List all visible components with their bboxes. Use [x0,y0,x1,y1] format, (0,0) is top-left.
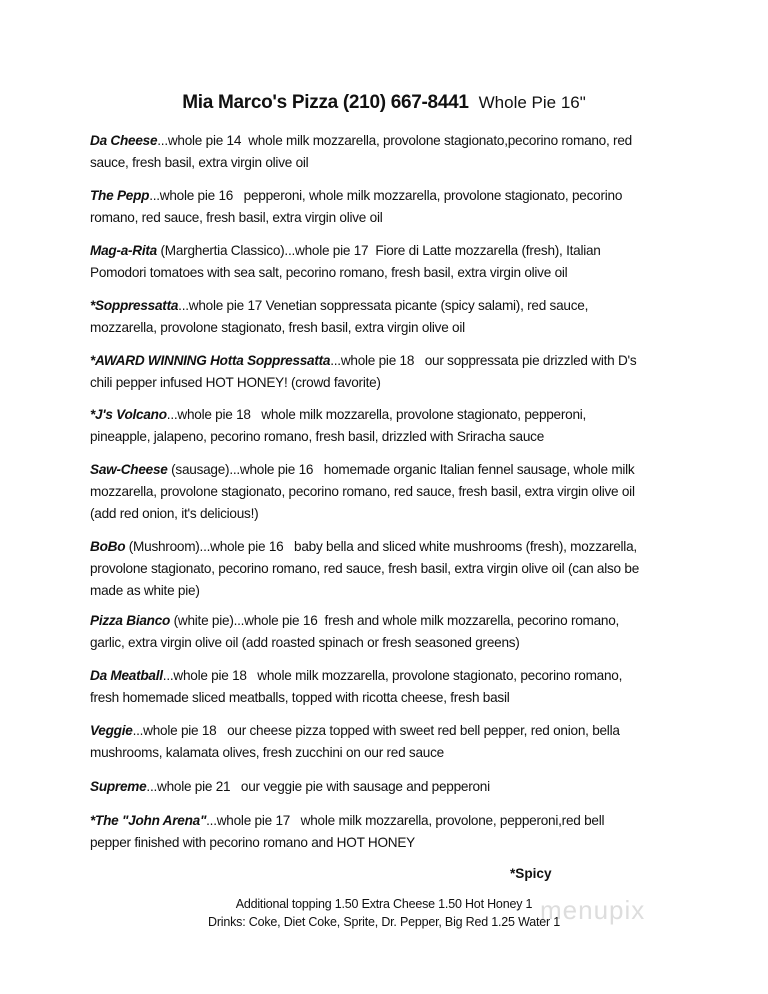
menu-item-description: Pomodori tomatoes with sea salt, pecorino romano, fresh basil, extra virgin olive oil [90,265,568,280]
menu-item-name: Da Cheese [90,133,158,148]
menu-item [90,404,586,448]
menu-item [90,240,601,284]
menu-item [90,295,588,339]
menu-item [90,720,620,764]
menu-item-description: (sausage)...whole pie 16 homemade organic Italian fennel sausage, whole milk [167,462,635,477]
menu-item-line [90,295,588,317]
menu-item [90,350,636,394]
size-note: Whole Pie 16" [478,93,586,112]
menu-item-name: Saw-Cheese [90,462,168,477]
menu-item [90,536,639,602]
menu-item-description: mushrooms, kalamata olives, fresh zucchini on our red sauce [90,745,444,760]
menu-item-description: fresh homemade sliced meatballs, topped with ricotta cheese, fresh basil [90,690,510,705]
menu-item-line [90,185,622,207]
menu-item-description: garlic, extra virgin olive oil (add roasted spinach or fresh seasoned greens) [90,635,520,650]
menu-item-name: Mag-a-Rita [90,243,157,258]
menu-title [0,92,768,114]
menu-item-name: BoBo [90,539,126,554]
watermark-logo: menupix [540,895,646,925]
menu-item-description: ...whole pie 16 pepperoni, whole milk mozzarella, provolone stagionato, pecorino [149,188,623,203]
menu-item-name: The Pepp [90,188,150,203]
menu-item [90,665,622,709]
extras-line: Additional topping 1.50 Extra Cheese 1.50 Hot Honey 1 [235,897,533,911]
menu-item-description: (add red onion, it's delicious!) [90,506,259,521]
menu-item [90,776,490,798]
menu-item-description: ...whole pie 17 Venetian soppressata picante (spicy salami), red sauce, [178,298,589,313]
menu-item-description: chili pepper infused HOT HONEY! (crowd favorite) [90,375,381,390]
menu-item-line [90,665,622,687]
menu-item-name: Pizza Bianco [90,613,171,628]
menu-item-description: pepper finished with pecorino romano and HOT HONEY [90,835,416,850]
menu-item-description: (white pie)...whole pie 16 fresh and whole milk mozzarella, pecorino romano, [170,613,620,628]
menu-item-name: *J's Volcano [90,407,167,422]
menu-item-line [90,350,636,372]
menu-item-line [90,130,632,152]
menu-item-line [90,240,601,262]
menu-item-name: Veggie [90,723,133,738]
menu-item-name: *AWARD WINNING Hotta Soppressatta [90,353,331,368]
menu-item-description: pineapple, jalapeno, pecorino romano, fresh basil, drizzled with Sriracha sauce [90,429,545,444]
menu-item-name: Da Meatball [90,668,163,683]
drinks-line: Drinks: Coke, Diet Coke, Sprite, Dr. Pepper, Big Red 1.25 Water 1 [208,915,560,929]
menu-item-name: *The "John Arena" [90,813,207,828]
menu-item [90,185,622,229]
menu-item-description: ...whole pie 14 whole milk mozzarella, provolone stagionato,pecorino romano, red [157,133,632,148]
menu-item-description: ...whole pie 17 whole milk mozzarella, provolone, pepperoni,red bell [206,813,605,828]
menu-item [90,810,604,854]
menu-item-description: ...whole pie 18 whole milk mozzarella, provolone stagionato, pepperoni, [166,407,587,422]
menu-item-line [90,610,619,632]
restaurant-name-phone: Mia Marco's Pizza (210) 667-8441 [182,92,469,113]
spicy-note: *Spicy [510,866,552,881]
menu-item-description: ...whole pie 21 our veggie pie with sausage and pepperoni [146,779,490,794]
menu-item-description: ...whole pie 18 whole milk mozzarella, provolone stagionato, pecorino romano, [162,668,623,683]
menu-item-line [90,404,586,426]
menu-item-line [90,776,490,798]
menu-item-description: provolone stagionato, pecorino romano, red sauce, fresh basil, extra virgin olive oil (can also be [90,561,640,576]
menu-item-line [90,459,635,481]
menu-item [90,130,632,174]
menu-item-description: mozzarella, provolone stagionato, fresh basil, extra virgin olive oil [90,320,465,335]
menu-item [90,610,619,654]
menu-item-description: romano, red sauce, fresh basil, extra virgin olive oil [90,210,383,225]
menu-item-description: mozzarella, provolone stagionato, pecorino romano, red sauce, fresh basil, extra virgin olive oil [90,484,635,499]
menu-item-line [90,536,639,558]
menu-item-line [90,810,604,832]
menu-item-description: (Mushroom)...whole pie 16 baby bella and sliced white mushrooms (fresh), mozzarella, [125,539,637,554]
menu-item-description: sauce, fresh basil, extra virgin olive oil [90,155,309,170]
menu-item-line [90,720,620,742]
menu-item-name: Supreme [90,779,147,794]
menu-item-description: (Marghertia Classico)...whole pie 17 Fiore di Latte mozzarella (fresh), Italian [156,243,601,258]
menu-item-description: ...whole pie 18 our cheese pizza topped with sweet red bell pepper, red onion, bella [132,723,620,738]
menu-item-name: *Soppressatta [90,298,179,313]
menu-item [90,459,635,525]
menu-item-description: made as white pie) [90,583,200,598]
menu-item-description: ...whole pie 18 our soppressata pie drizzled with D's [330,353,637,368]
